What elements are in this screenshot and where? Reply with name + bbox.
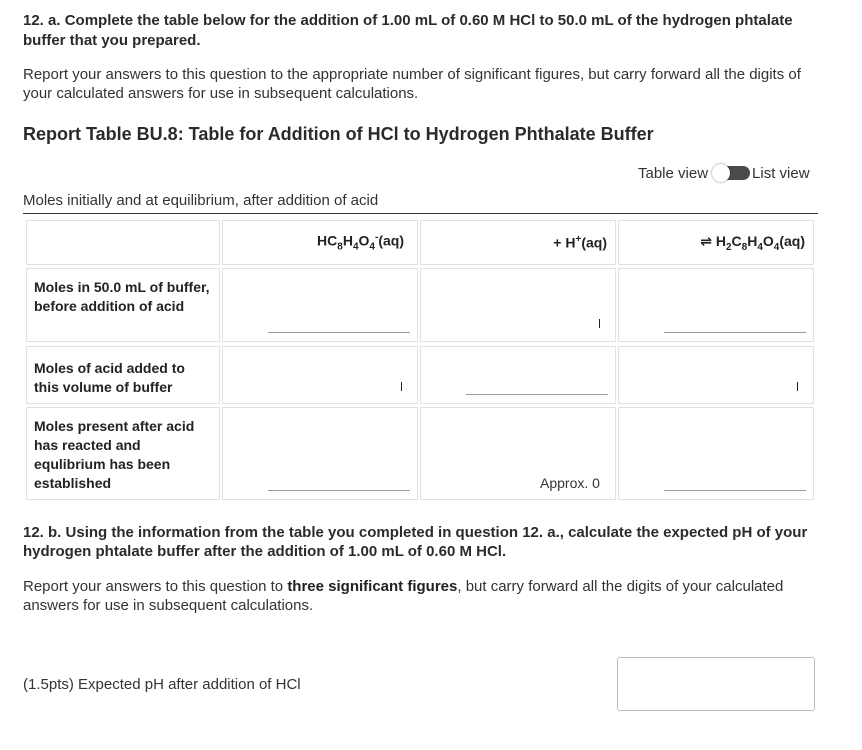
column-header-hydrogen-ion <box>420 220 616 265</box>
approx-zero-text: Approx. 0 <box>540 475 600 491</box>
question-12a-title: 12. a. Complete the table below for the addition of 1.00 mL of 0.60 M HCl to 50.0 mL of the hydrogen phtalate buffer that you prepared. <box>23 12 793 49</box>
answer-added-hydrogen-ion[interactable] <box>466 394 608 395</box>
question-12b-title: 12. b. Using the information from the table you completed in question 12. a., calculate the expected pH of your hydrogen phtalate buffer after the addition of 1.00 mL of 0.60 M HCl. <box>23 524 808 560</box>
cell-equilibrium-phthalic-acid <box>618 407 814 500</box>
caption-divider <box>23 213 818 214</box>
view-toggle <box>638 164 810 182</box>
question-12b-instructions: Report your answers to this question to three significant figures, but carry forward all the digits of your calculated answers for use in subsequent calculations. <box>23 578 784 614</box>
answer-equilibrium-phthalic-acid[interactable] <box>664 490 806 491</box>
col2-formula: + H+(aq) <box>553 234 607 251</box>
cell-initial-hydrogen-ion <box>420 268 616 342</box>
answer-initial-phthalic-acid[interactable] <box>664 332 806 333</box>
row-label-initial: Moles in 50.0 mL of buffer, before addition of acid <box>26 268 220 342</box>
table-caption: Moles initially and at equilibrium, after addition of acid <box>23 192 379 209</box>
na-dash <box>797 382 798 391</box>
view-switch-knob[interactable] <box>712 164 730 182</box>
cell-added-hydrogen-ion <box>420 346 616 404</box>
cell-equilibrium-hydrogen-phthalate <box>222 407 418 500</box>
question-12a-instructions: Report your answers to this question to the appropriate number of significant figures, but carry forward all the digits of your calculated answers for use in subsequent calculations. <box>23 66 801 102</box>
column-header-hydrogen-phthalate <box>222 220 418 265</box>
row-label-equilibrium: Moles present after acid has reacted and equlibrium has been established <box>26 407 220 500</box>
expected-ph-label: (1.5pts) Expected pH after addition of HCl <box>23 676 301 693</box>
view-switch[interactable] <box>712 164 750 182</box>
expected-ph-input[interactable] <box>617 657 815 711</box>
column-header-phthalic-acid <box>618 220 814 265</box>
answer-initial-hydrogen-phthalate[interactable] <box>268 332 410 333</box>
cell-added-phthalic-acid <box>618 346 814 404</box>
row-label-acid-added: Moles of acid added to this volume of buffer <box>26 346 220 404</box>
col3-formula: ⇌ $H_2C_8H_4O_4(aq)$ <box>700 232 805 253</box>
list-view-label[interactable]: List view <box>752 164 810 182</box>
corner-cell <box>26 220 220 265</box>
answer-equilibrium-hydrogen-phthalate[interactable] <box>268 490 410 491</box>
na-dash <box>599 319 600 328</box>
col1-formula: $HC_8H_4O_4^-(aq)$ <box>317 232 404 253</box>
cell-initial-hydrogen-phthalate <box>222 268 418 342</box>
cell-added-hydrogen-phthalate <box>222 346 418 404</box>
cell-initial-phthalic-acid <box>618 268 814 342</box>
table-view-label[interactable]: Table view <box>638 164 709 182</box>
report-table-title: Report Table BU.8: Table for Addition of HCl to Hydrogen Phthalate Buffer <box>23 124 654 144</box>
na-dash <box>401 382 402 391</box>
